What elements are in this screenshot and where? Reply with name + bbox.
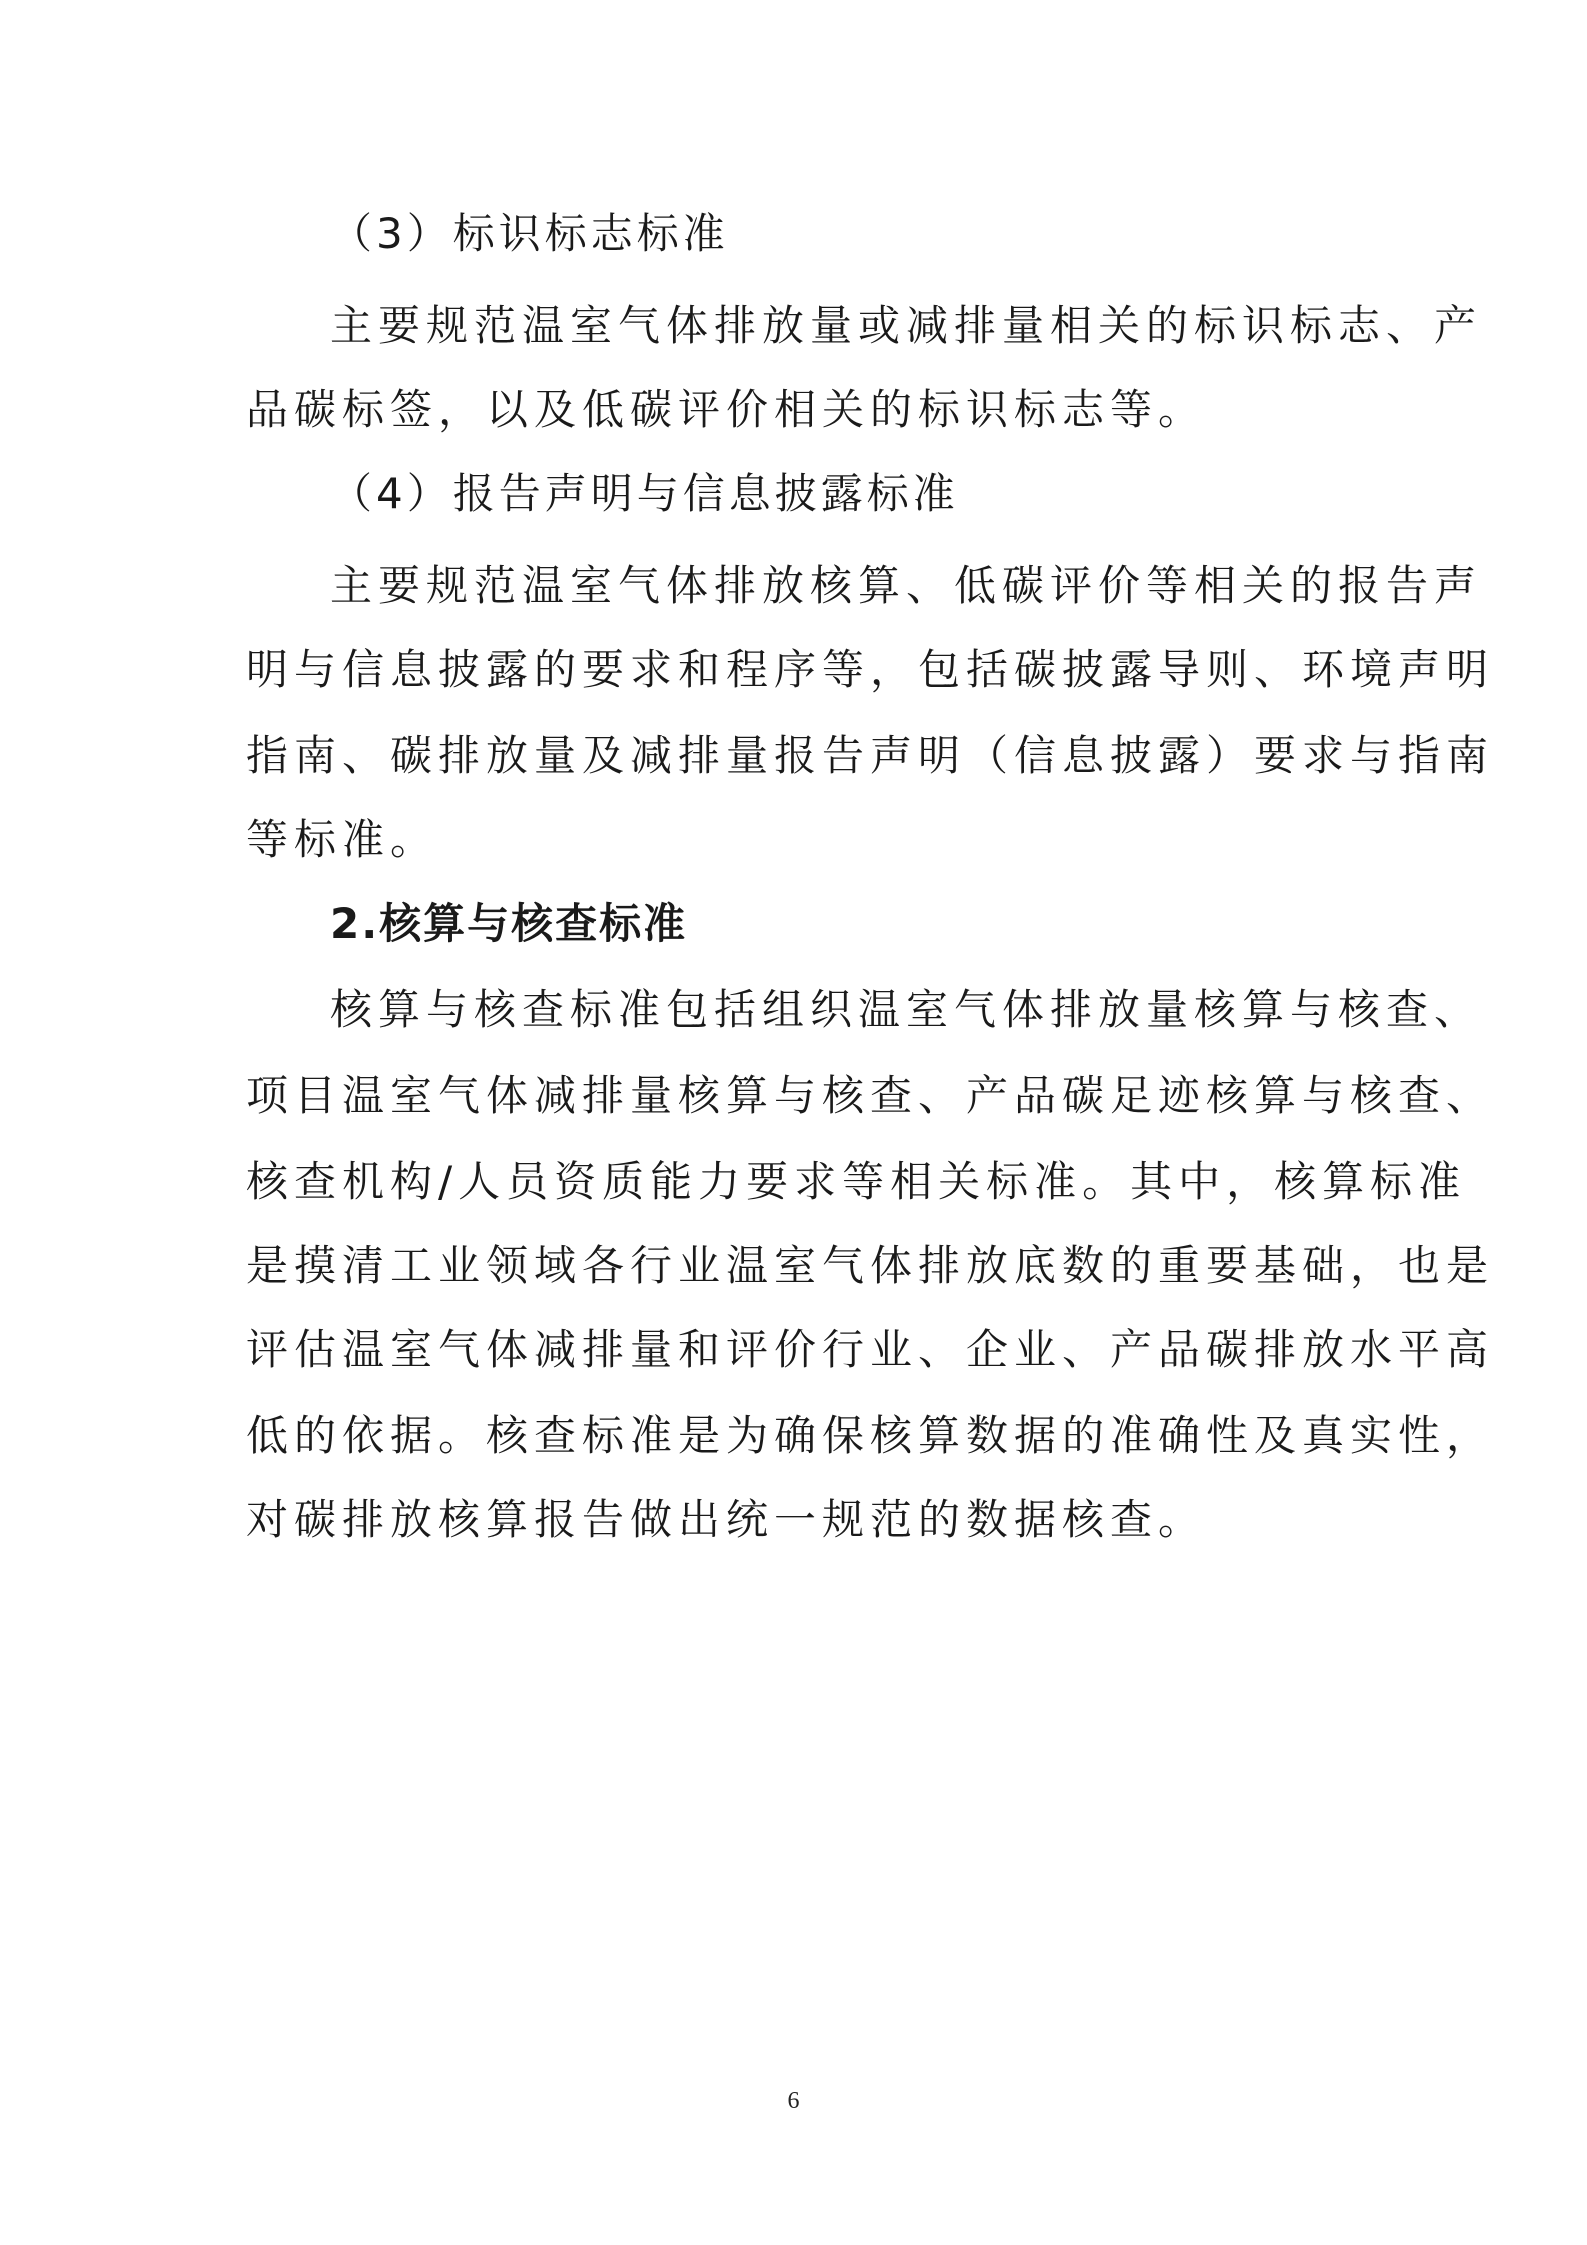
page-number: 6 <box>787 2088 800 2114</box>
paragraph-line: 是摸清工业领域各行业温室气体排放底数的重要基础，也是 <box>246 1241 1495 1290</box>
paragraph-line: 核算与核查标准包括组织温室气体排放量核算与核查、 <box>330 985 1483 1034</box>
paragraph-line: 低的依据。核查标准是为确保核算数据的准确性及真实性， <box>246 1411 1495 1460</box>
paragraph-line: 项目温室气体减排量核算与核查、产品碳足迹核算与核查、 <box>246 1071 1495 1120</box>
paragraph-line: 评估温室气体减排量和评价行业、企业、产品碳排放水平高 <box>246 1325 1495 1374</box>
paragraph-line: 对碳排放核算报告做出统一规范的数据核查。 <box>246 1495 1207 1544</box>
paragraph-line: 品碳标签，以及低碳评价相关的标识标志等。 <box>246 385 1207 434</box>
paragraph-line: 等标准。 <box>246 815 439 864</box>
paragraph-line: 主要规范温室气体排放量或减排量相关的标识标志、产 <box>330 301 1483 350</box>
section-heading-3: （3）标识标志标准 <box>330 209 729 258</box>
paragraph-line: 明与信息披露的要求和程序等，包括碳披露导则、环境声明 <box>246 645 1495 694</box>
section-heading-4: （4）报告声明与信息披露标准 <box>330 469 959 518</box>
bold-section-heading: 2.核算与核查标准 <box>330 899 688 948</box>
paragraph-line: 主要规范温室气体排放核算、低碳评价等相关的报告声 <box>330 561 1483 610</box>
paragraph-line: 指南、碳排放量及减排量报告声明（信息披露）要求与指南 <box>246 731 1495 780</box>
paragraph-line: 核查机构/人员资质能力要求等相关标准。其中，核算标准 <box>246 1157 1467 1206</box>
